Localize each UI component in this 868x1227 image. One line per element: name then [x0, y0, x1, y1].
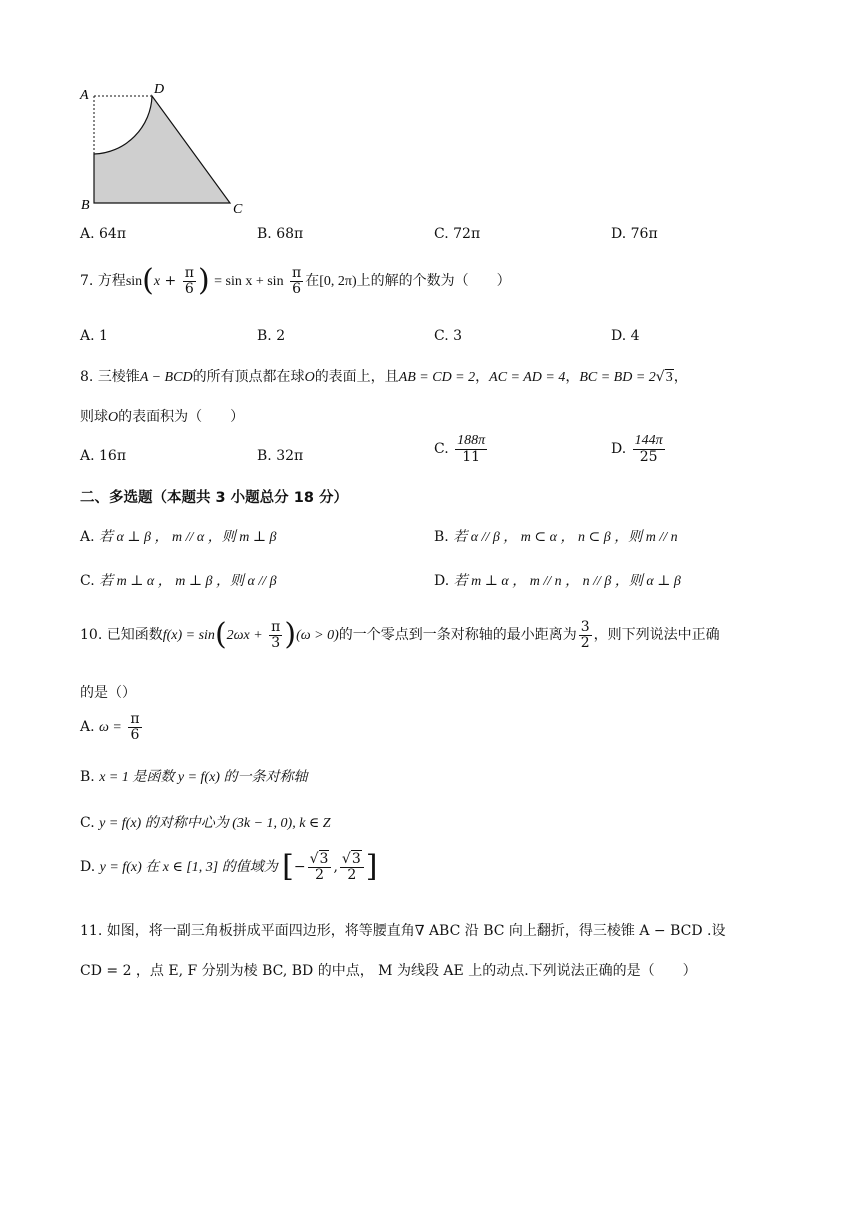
shaded-region — [94, 96, 230, 203]
q7-option-d[interactable]: D. 4 — [611, 328, 640, 344]
q9-option-b[interactable]: B. 若 α // β ， m ⊂ α ， n ⊂ β ，则 m // n — [434, 529, 678, 545]
geometry-figure — [78, 80, 248, 220]
q8-stem-line2: 则球O的表面积为（ ） — [80, 409, 245, 425]
label-C: C — [233, 202, 243, 217]
q7-option-c[interactable]: C. 3 — [434, 328, 463, 344]
q8-option-d[interactable]: D. $\frac{144\pi}{25}$ — [611, 433, 663, 465]
label-D: D — [154, 82, 165, 97]
q8-option-a[interactable]: A. 16π — [80, 448, 127, 464]
q11-stem-line1: 11. 如图，将一副三角板拼成平面四边形，将等腰直角∇ ABC 沿 BC 向上翻折，得三棱锥 A − BCD .设 — [80, 923, 726, 939]
q9-option-c[interactable]: C. 若 m ⊥ α ， m ⊥ β ，则 α // β — [80, 573, 277, 589]
q6-option-c[interactable]: C. 72π — [434, 226, 481, 242]
q9-option-d[interactable]: D. 若 m ⊥ α ， m // n ， n // β ，则 α ⊥ β — [434, 573, 681, 589]
q10-option-c[interactable]: C. y = f(x) 的对称中心为 (3k − 1, 0), k ∈ Z — [80, 815, 331, 831]
label-A: A — [80, 88, 89, 103]
q6-option-a[interactable]: A. 64π — [80, 226, 127, 242]
q7-stem: 7. 方程sin(x + $\frac{\pi}{6}$ ) = sin x + sin $\frac{\pi}{6}$ 在[0, 2π)上的解的个数为（ ） — [80, 263, 511, 299]
q8-option-b[interactable]: B. 32π — [257, 448, 304, 464]
pi-over-6-b: $\frac{\pi}{6}$ — [292, 265, 302, 297]
q11-stem-line2: CD = 2 ，点 E, F 分别为棱 BC, BD 的中点， M 为线段 AE 上的动点.下列说法正确的是（ ） — [80, 963, 697, 979]
q6-option-d[interactable]: D. 76π — [611, 226, 658, 242]
section-title-multiple-choice: 二、多选题（本题共 3 小题总分 18 分） — [80, 490, 348, 506]
q10-option-d[interactable]: D. y = f(x) 在 x ∈ [1, 3] 的值域为 [− $\frac{√3}{2}$ , $\frac{√3}{2}$ ] — [80, 849, 378, 885]
q10-stem-line1: 10. 已知函数f(x) = sin(2ωx + $\frac{\pi}{3}$ )(ω > 0)的一个零点到一条对称轴的最小距离为 $\frac{3}{2}$ ，则下列说法中正确 — [80, 617, 720, 653]
q10-option-a[interactable]: A. ω = $\frac{\pi}{6}$ — [80, 711, 140, 743]
pi-over-6: $\frac{\pi}{6}$ — [184, 265, 194, 297]
q10-stem-line2: 的是（） — [80, 685, 136, 701]
q8-stem-line1: 8. 三棱锥A − BCD的所有顶点都在球O的表面上，且AB = CD = 2，AC = AD = 4，BC = BD = 2√3， — [80, 369, 688, 385]
q9-option-a[interactable]: A. 若 α ⊥ β ， m // α ，则 m ⊥ β — [80, 529, 277, 545]
q8-option-c[interactable]: C. $\frac{188\pi}{11}$ — [434, 433, 486, 465]
label-B: B — [81, 198, 90, 213]
q10-option-b[interactable]: B. x = 1 是函数 y = f(x) 的一条对称轴 — [80, 769, 308, 785]
q7-option-a[interactable]: A. 1 — [80, 328, 108, 344]
q6-option-b[interactable]: B. 68π — [257, 226, 304, 242]
q7-option-b[interactable]: B. 2 — [257, 328, 286, 344]
